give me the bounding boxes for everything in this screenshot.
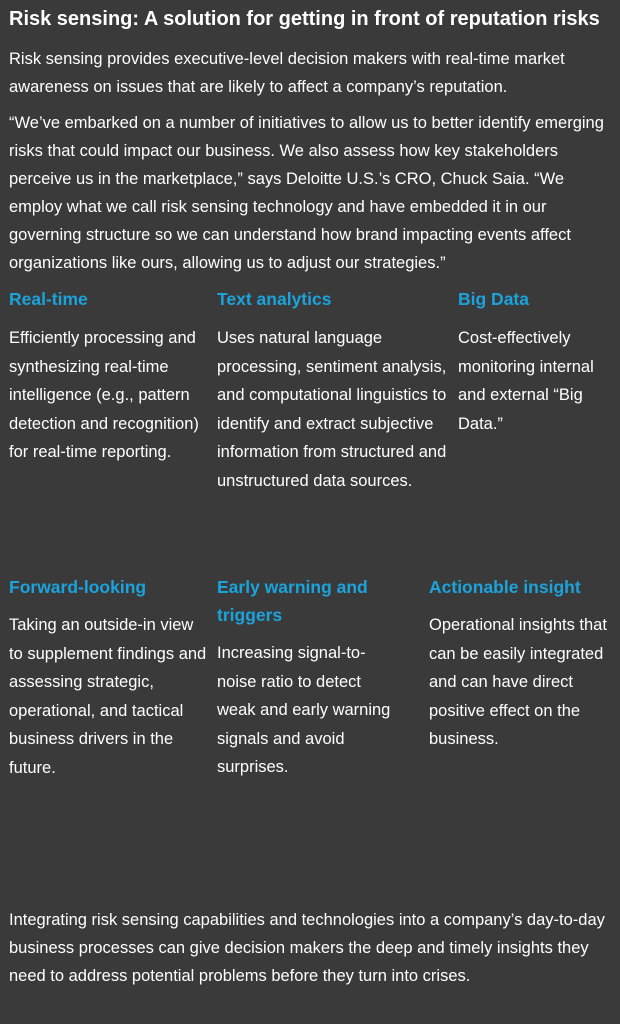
feature-early-warning [217, 573, 392, 782]
feature-title: Real-time [9, 289, 88, 309]
closing-paragraph: Integrating risk sensing capabilities and technologies into a company’s day-to-day business processes can give decision makers the deep and timely insights they need to address potential problems before they turn into crises. [9, 911, 605, 985]
feature-title: Actionable insight [429, 577, 581, 597]
feature-description: Taking an outside-in view to supplement findings and assessing strategic, operational, and tactical business drivers in the future. [9, 616, 207, 777]
feature-description: Cost-effectively monitoring internal and external “Big Data.” [458, 329, 594, 433]
feature-title: Text analytics [217, 289, 332, 309]
page-title: Risk sensing: A solution for getting in front of reputation risks [9, 8, 600, 30]
feature-description: Operational insights that can be easily integrated and can have direct positive effect on the business. [429, 616, 607, 748]
feature-real-time [9, 285, 205, 467]
feature-description: Efficiently processing and synthesizing real-time intelligence (e.g., pattern detection and recognition) for real-time reporting. [9, 329, 199, 461]
quote-paragraph: “We’ve embarked on a number of initiatives to allow us to better identify emerging risks that could impact our business. We also assess how key stakeholders perceive us in the marketplace,” says Deloitte U.S.’s CRO, Chuck Saia. “We employ what we call risk sensing technology and have embedded it in our governing structure so we can understand how brand impacting events affect organizations like ours, allowing us to adjust our strategies.” [9, 114, 604, 272]
feature-big-data [458, 285, 608, 438]
intro-paragraph: Risk sensing provides executive-level decision makers with real-time market awareness on issues that are likely to affect a company’s reputation. [9, 50, 565, 96]
feature-title: Early warning and triggers [217, 577, 368, 625]
feature-actionable-insight [429, 573, 611, 754]
feature-grid [9, 277, 611, 817]
feature-title: Big Data [458, 289, 529, 309]
feature-description: Increasing signal-to-noise ratio to detect weak and early warning signals and avoid surprises. [217, 644, 391, 776]
document-page [9, 6, 611, 817]
feature-description: Uses natural language processing, sentiment analysis, and computational linguistics to identify and extract subjective information from structured and unstructured data sources. [217, 329, 447, 490]
feature-title: Forward-looking [9, 577, 147, 597]
feature-text-analytics [217, 285, 453, 495]
feature-forward-looking [9, 573, 207, 782]
